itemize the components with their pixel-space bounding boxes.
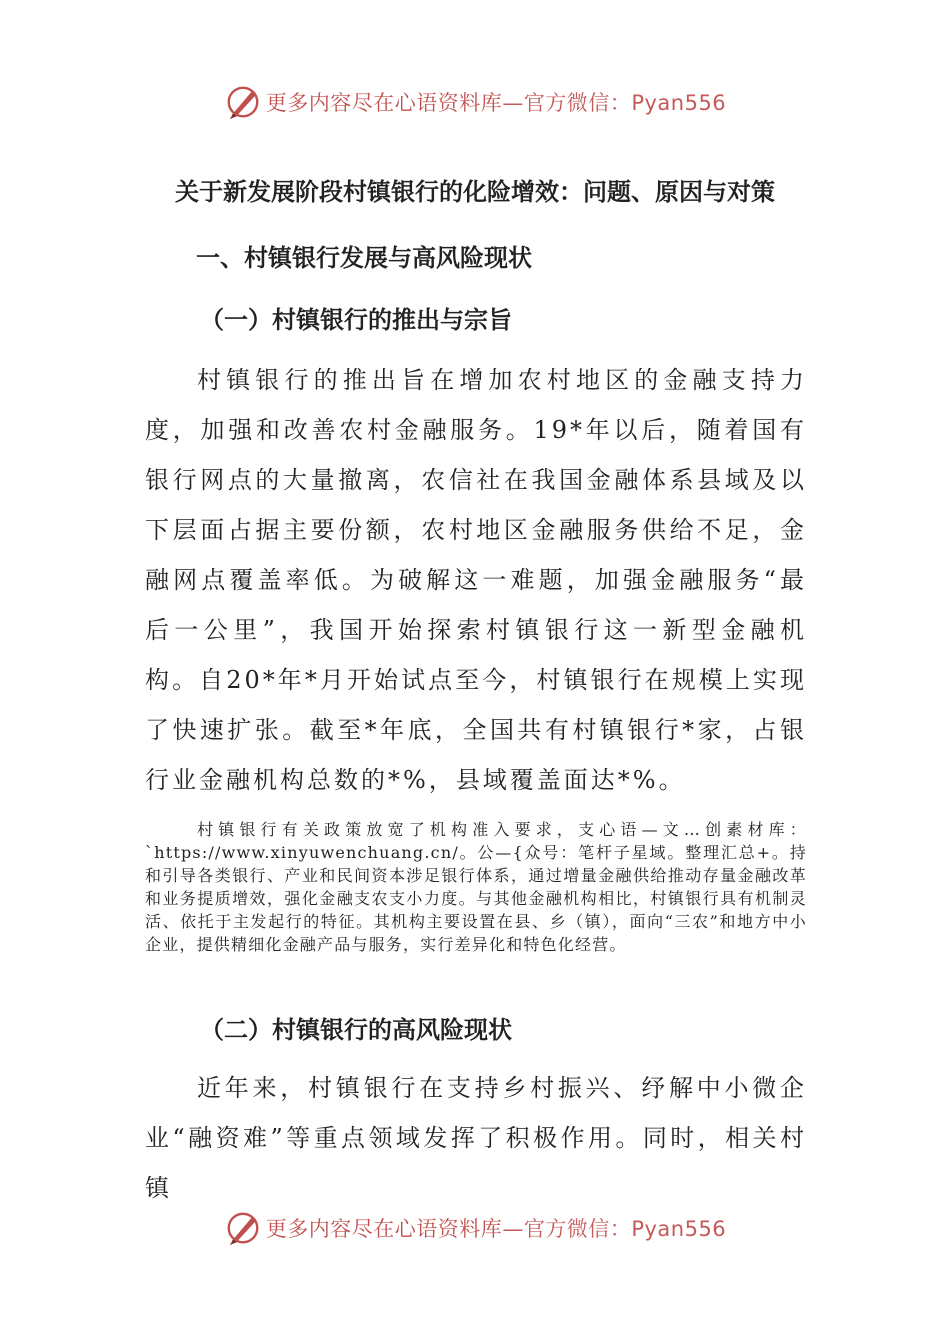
- paragraph-2-small: 村镇银行有关政策放宽了机构准入要求，支心语—文…创素材库：`https://www.xinyuwenchuang.cn/。公—{众号：笔杆子星域。整理汇总+。持和引导各类银行、产业和民间资本涉足银行体系，通过增量金融供给推动存量金融改革和业务提质增效，强化金融支农支小力度。与其他金融机构相比，村镇银行具有机制灵活、依托于主发起行的特征。其机构主要设置在县、乡（镇），面向“三农”和地方中小企业，提供精细化金融产品与服务，实行差异化和特色化经营。: [145, 820, 807, 954]
- section-heading-1: 一、村镇银行发展与高风险现状: [196, 244, 532, 272]
- watermark-footer: [0, 1208, 950, 1248]
- subsection-heading-2: （二）村镇银行的高风险现状: [200, 1016, 512, 1044]
- watermark-header: [0, 82, 950, 122]
- pen-logo-icon: [224, 1209, 262, 1247]
- paragraph-1: 村镇银行的推出旨在增加农村地区的金融支持力度，加强和改善农村金融服务。19*年以后，随着国有银行网点的大量撤离，农信社在我国金融体系县域及以下层面占据主要份额，农村地区金融服务供给不足，金融网点覆盖率低。为破解这一难题，加强金融服务“最后一公里”，我国开始探索村镇银行这一新型金融机构。自20*年*月开始试点至今，村镇银行在规模上实现了快速扩张。截至*年底，全国共有村镇银行*家，占银行业金融机构总数的*%，县域覆盖面达*%。: [145, 366, 807, 794]
- document-title: 关于新发展阶段村镇银行的化险增效：问题、原因与对策: [175, 178, 775, 206]
- watermark-text: 更多内容尽在心语资料库—官方微信：Pyan556: [265, 91, 727, 115]
- subsection-heading-1: （一）村镇银行的推出与宗旨: [200, 306, 512, 334]
- watermark-text: 更多内容尽在心语资料库—官方微信：Pyan556: [265, 1217, 727, 1241]
- pen-logo-icon: [224, 83, 262, 121]
- paragraph-3: 近年来，村镇银行在支持乡村振兴、纾解中小微企业“融资难”等重点领域发挥了积极作用。同时，相关村镇: [145, 1074, 807, 1202]
